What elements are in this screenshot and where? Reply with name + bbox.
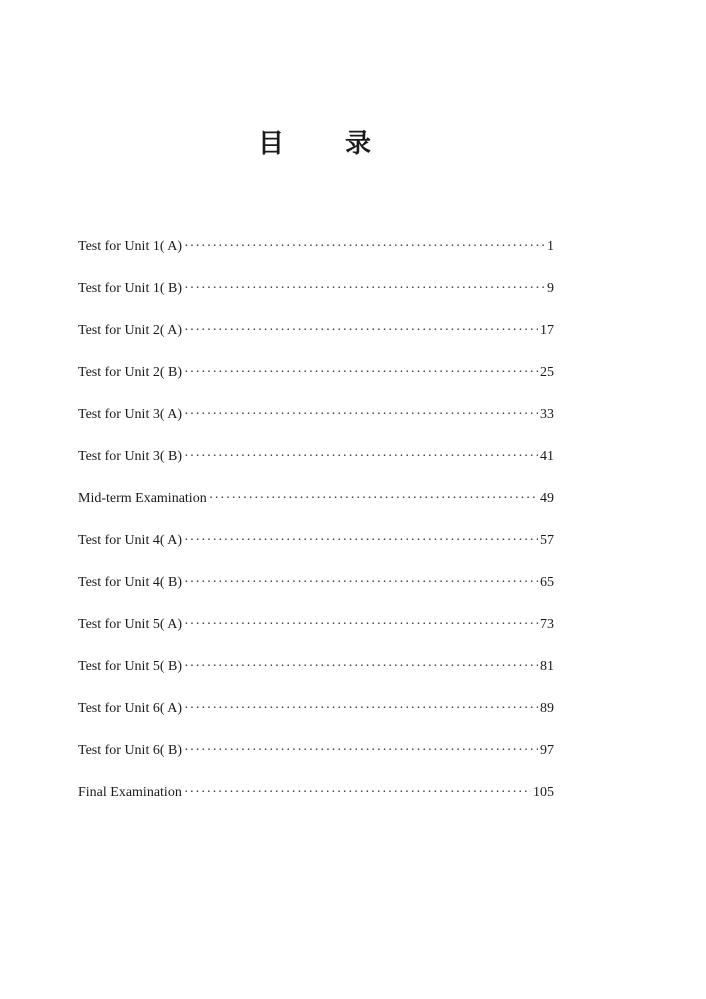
toc-dot-leader — [209, 487, 538, 511]
toc-entry-unit-5b[interactable] — [78, 655, 554, 697]
toc-dot-leader — [184, 277, 545, 301]
toc-entry-label: Test for Unit 3( B) — [78, 449, 183, 464]
toc-entry-label: Test for Unit 2( B) — [78, 365, 183, 380]
toc-entry-page: 25 — [540, 365, 554, 380]
toc-dot-leader — [184, 739, 538, 763]
toc-entry-label: Test for Unit 4( B) — [78, 575, 183, 590]
toc-dot-leader — [184, 445, 538, 469]
toc-entry-unit-4b[interactable] — [78, 571, 554, 613]
toc-dot-leader — [184, 403, 538, 427]
toc-dot-leader — [184, 319, 538, 343]
toc-entry-label: Test for Unit 4( A) — [78, 533, 183, 548]
toc-entry-page: 33 — [540, 407, 554, 422]
toc-entry-mid-term[interactable] — [78, 487, 554, 529]
toc-dot-leader — [184, 697, 538, 721]
toc-entry-page: 105 — [533, 785, 554, 800]
toc-entry-label: Final Examination — [78, 785, 182, 800]
toc-entry-label: Test for Unit 1( B) — [78, 281, 183, 296]
toc-entry-unit-1a[interactable] — [78, 235, 554, 277]
toc-entry-page: 41 — [540, 449, 554, 464]
toc-entry-page: 49 — [540, 491, 554, 506]
toc-entry-label: Test for Unit 1( A) — [78, 239, 183, 254]
toc-entry-unit-2a[interactable] — [78, 319, 554, 361]
toc-dot-leader — [184, 235, 545, 259]
toc-entry-page: 9 — [547, 281, 554, 296]
toc-dot-leader — [184, 571, 538, 595]
toc-entry-unit-6a[interactable] — [78, 697, 554, 739]
toc-entry-label: Mid-term Examination — [78, 491, 207, 506]
toc-entry-label: Test for Unit 6( A) — [78, 701, 183, 716]
toc-entry-page: 57 — [540, 533, 554, 548]
toc-entry-page: 89 — [540, 701, 554, 716]
table-of-contents — [78, 235, 554, 823]
toc-entry-unit-6b[interactable] — [78, 739, 554, 781]
toc-entry-label: Test for Unit 3( A) — [78, 407, 183, 422]
toc-entry-page: 81 — [540, 659, 554, 674]
toc-entry-label: Test for Unit 6( B) — [78, 743, 183, 758]
toc-entry-final[interactable] — [78, 781, 554, 823]
toc-entry-label: Test for Unit 2( A) — [78, 323, 183, 338]
toc-entry-unit-1b[interactable] — [78, 277, 554, 319]
toc-dot-leader — [184, 529, 538, 553]
page-title-char-1: 目 — [258, 129, 285, 159]
toc-dot-leader — [184, 655, 538, 679]
toc-dot-leader — [184, 613, 538, 637]
toc-dot-leader — [184, 361, 538, 385]
toc-entry-page: 17 — [540, 323, 554, 338]
toc-entry-unit-3a[interactable] — [78, 403, 554, 445]
page-title — [0, 124, 706, 164]
toc-entry-unit-5a[interactable] — [78, 613, 554, 655]
toc-entry-unit-4a[interactable] — [78, 529, 554, 571]
toc-entry-page: 1 — [547, 239, 554, 254]
page-title-char-2: 录 — [345, 129, 372, 159]
toc-entry-unit-2b[interactable] — [78, 361, 554, 403]
toc-entry-label: Test for Unit 5( A) — [78, 617, 183, 632]
toc-entry-label: Test for Unit 5( B) — [78, 659, 183, 674]
toc-dot-leader — [184, 781, 531, 805]
toc-entry-page: 97 — [540, 743, 554, 758]
toc-entry-unit-3b[interactable] — [78, 445, 554, 487]
toc-entry-page: 65 — [540, 575, 554, 590]
toc-entry-page: 73 — [540, 617, 554, 632]
